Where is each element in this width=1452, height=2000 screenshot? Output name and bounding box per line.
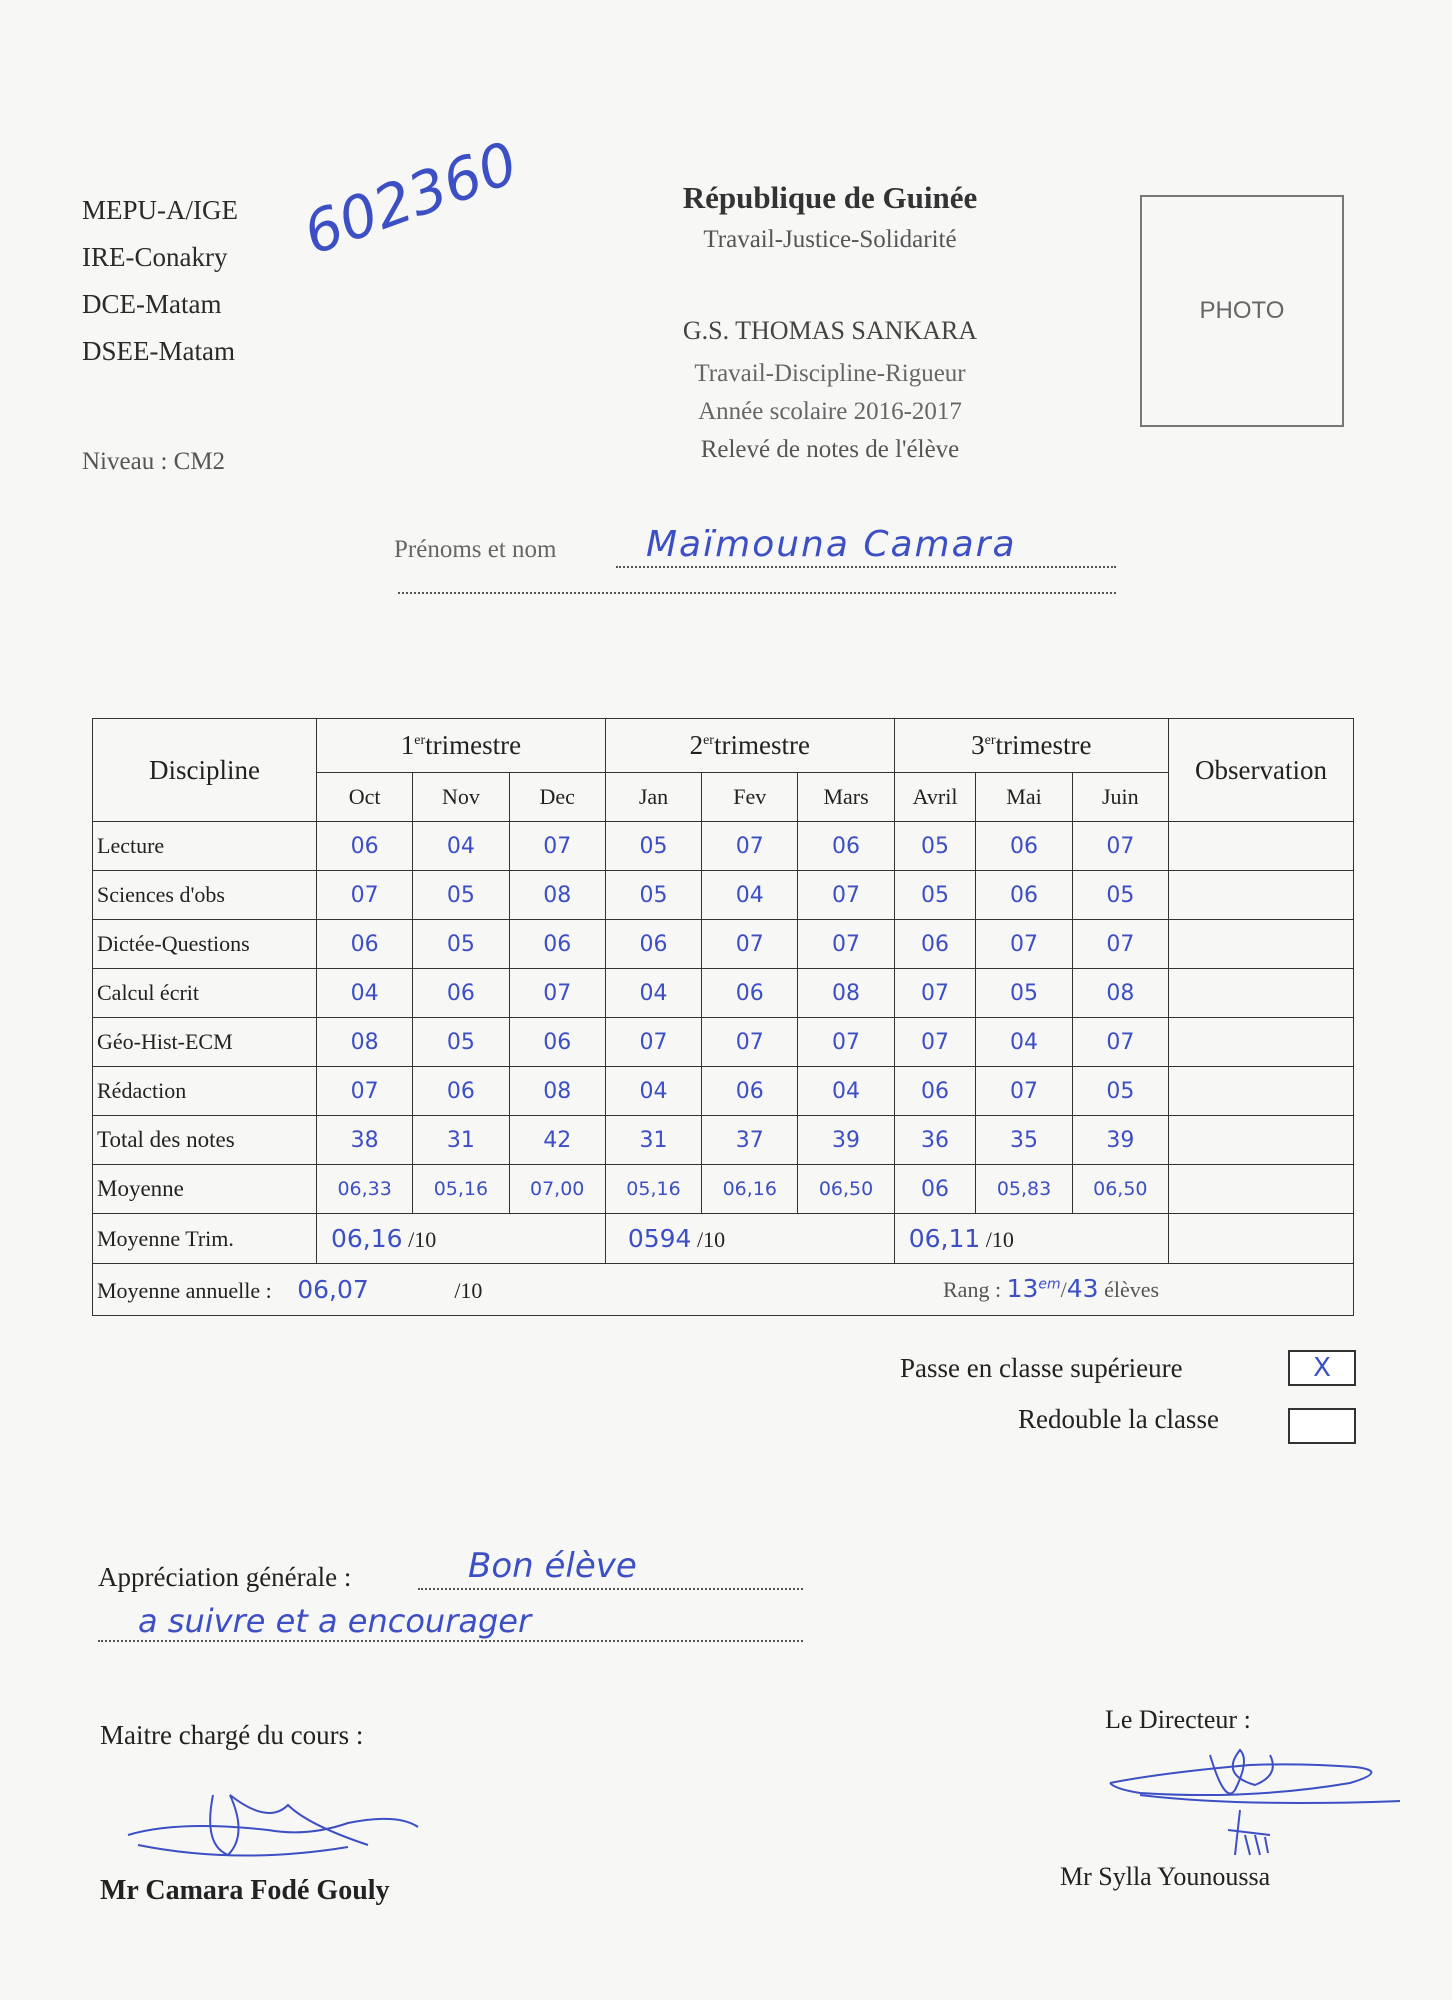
moyenne-trim-2 — [605, 1214, 894, 1264]
grades-table — [92, 718, 1354, 1316]
director-signature — [1100, 1745, 1400, 1865]
grade-cell: 07 — [976, 920, 1072, 969]
trim-label: trimestre — [713, 730, 810, 760]
grade-cell: 04 — [605, 1067, 701, 1116]
observation-cell — [1169, 1116, 1354, 1165]
grade-row — [93, 871, 1354, 920]
director-label: Le Directeur : — [1105, 1705, 1251, 1734]
month-header: Dec — [509, 773, 605, 822]
grade-cell: 08 — [1072, 969, 1168, 1018]
grade-cell: 38 — [317, 1116, 413, 1165]
subject-label: Dictée-Questions — [93, 920, 317, 969]
grade-cell: 07 — [798, 871, 894, 920]
grade-cell: 31 — [605, 1116, 701, 1165]
out-of: /10 — [408, 1227, 437, 1252]
name-label: Prénoms et nom — [394, 536, 557, 563]
grade-cell: 07 — [894, 1018, 976, 1067]
grade-cell: 07 — [702, 822, 798, 871]
appreciation-line-2 — [98, 1598, 803, 1642]
grade-cell: 07 — [798, 1018, 894, 1067]
grade-cell: 04 — [413, 822, 509, 871]
grade-cell: 06 — [894, 920, 976, 969]
grade-cell: 39 — [798, 1116, 894, 1165]
grade-cell: 06 — [702, 1067, 798, 1116]
trim-num: 3 — [971, 730, 985, 760]
month-header: Fev — [702, 773, 798, 822]
trimester-2-header — [605, 719, 894, 773]
teacher-signature — [118, 1775, 428, 1865]
grade-cell: 07,00 — [509, 1165, 605, 1214]
grade-cell: 37 — [702, 1116, 798, 1165]
grade-cell: 07 — [798, 920, 894, 969]
moyenne-trim-1 — [317, 1214, 606, 1264]
month-header: Nov — [413, 773, 509, 822]
month-header: Jan — [605, 773, 701, 822]
moyenne-trim-value: 06,16 — [331, 1224, 403, 1253]
grade-row — [93, 1116, 1354, 1165]
grade-cell: 07 — [702, 920, 798, 969]
name-line — [616, 524, 1116, 568]
passe-label: Passe en classe supérieure — [900, 1353, 1183, 1383]
discipline-header: Discipline — [93, 719, 317, 822]
grade-cell: 04 — [317, 969, 413, 1018]
grade-cell: 05 — [894, 871, 976, 920]
grade-cell: 05 — [413, 920, 509, 969]
grade-cell: 07 — [605, 1018, 701, 1067]
grade-cell: 05 — [894, 822, 976, 871]
moyenne-annuelle-value: 06,07 — [297, 1275, 369, 1304]
grade-cell: 06 — [413, 969, 509, 1018]
observation-header: Observation — [1169, 719, 1354, 822]
center-header — [560, 180, 1100, 464]
grade-row — [93, 1165, 1354, 1214]
grade-cell: 07 — [317, 871, 413, 920]
subject-label: Géo-Hist-ECM — [93, 1018, 317, 1067]
grade-cell: 06 — [317, 920, 413, 969]
school-name: G.S. THOMAS SANKARA — [682, 316, 978, 345]
grade-cell: 05 — [605, 871, 701, 920]
grade-cell: 04 — [976, 1018, 1072, 1067]
observation-cell — [1169, 1067, 1354, 1116]
grade-cell: 07 — [509, 822, 605, 871]
grade-cell: 05,16 — [605, 1165, 701, 1214]
grade-cell: 05 — [1072, 1067, 1168, 1116]
subject-label: Rédaction — [93, 1067, 317, 1116]
subject-label: Total des notes — [93, 1116, 317, 1165]
grade-cell: 06 — [605, 920, 701, 969]
grade-cell: 07 — [894, 969, 976, 1018]
grade-cell: 05 — [413, 871, 509, 920]
grade-cell: 06,50 — [798, 1165, 894, 1214]
subject-label: Sciences d'obs — [93, 871, 317, 920]
moyenne-trim-3 — [894, 1214, 1168, 1264]
grade-cell: 07 — [509, 969, 605, 1018]
observation-cell — [1169, 969, 1354, 1018]
grade-cell: 35 — [976, 1116, 1072, 1165]
moyenne-trim-label: Moyenne Trim. — [93, 1214, 317, 1264]
grade-rows — [93, 822, 1354, 1214]
observation-cell — [1169, 822, 1354, 871]
handwritten-number: 602360 — [294, 128, 527, 268]
country-motto: Travail-Justice-Solidarité — [703, 226, 957, 253]
month-header: Juin — [1072, 773, 1168, 822]
photo-label: PHOTO — [1199, 297, 1285, 324]
grade-cell: 08 — [509, 1067, 605, 1116]
appreciation-text-1: Bon élève — [468, 1546, 637, 1586]
month-header: Mars — [798, 773, 894, 822]
grade-cell: 06 — [976, 822, 1072, 871]
grade-cell: 36 — [894, 1116, 976, 1165]
grade-cell: 07 — [1072, 1018, 1168, 1067]
appreciation-line-1 — [418, 1546, 803, 1590]
grade-cell: 06,50 — [1072, 1165, 1168, 1214]
redouble-label: Redouble la classe — [1018, 1404, 1219, 1434]
grade-cell: 06 — [317, 822, 413, 871]
student-name: Maïmouna Camara — [646, 524, 1017, 565]
grade-cell: 06 — [798, 822, 894, 871]
header-line: DCE-Matam — [82, 289, 222, 319]
appreciation-text-2: a suivre et a encourager — [138, 1602, 532, 1640]
teacher-name: Mr Camara Fodé Gouly — [100, 1875, 390, 1906]
redouble-checkbox[interactable] — [1288, 1408, 1356, 1444]
school-year: Année scolaire 2016-2017 — [698, 398, 962, 425]
grade-row — [93, 1067, 1354, 1116]
ministry-header — [82, 195, 238, 383]
teacher-label: Maitre chargé du cours : — [100, 1720, 364, 1750]
grade-row — [93, 920, 1354, 969]
grade-row — [93, 969, 1354, 1018]
grade-cell: 05 — [605, 822, 701, 871]
grade-cell: 05 — [1072, 871, 1168, 920]
grade-cell: 31 — [413, 1116, 509, 1165]
observation-cell — [1169, 1018, 1354, 1067]
grade-cell: 05,83 — [976, 1165, 1072, 1214]
appreciation-label: Appréciation générale : — [98, 1562, 352, 1592]
grade-cell: 06 — [509, 920, 605, 969]
header-line: IRE-Conakry — [82, 242, 228, 272]
moyenne-trim-value: 0594 — [627, 1224, 692, 1253]
grade-cell: 06 — [894, 1165, 976, 1214]
grade-cell: 42 — [509, 1116, 605, 1165]
trimester-1-header — [317, 719, 606, 773]
trim-sup: er — [703, 733, 714, 748]
document-title: Relevé de notes de l'élève — [700, 436, 960, 463]
subject-label: Moyenne — [93, 1165, 317, 1214]
niveau: Niveau : CM2 — [82, 448, 226, 475]
trimester-3-header — [894, 719, 1168, 773]
grade-cell: 07 — [1072, 920, 1168, 969]
passe-checkbox[interactable]: X — [1288, 1350, 1356, 1386]
grade-cell: 07 — [702, 1018, 798, 1067]
grade-cell: 06 — [702, 969, 798, 1018]
grade-cell: 07 — [317, 1067, 413, 1116]
grade-cell: 06 — [413, 1067, 509, 1116]
grade-cell: 06 — [976, 871, 1072, 920]
photo-placeholder — [1140, 195, 1344, 427]
school-motto: Travail-Discipline-Rigueur — [694, 360, 966, 387]
country-title: République de Guinée — [682, 180, 978, 215]
rang: Rang : $13^{em}/43$ élèves — [943, 1274, 1160, 1303]
grade-cell: 07 — [1072, 822, 1168, 871]
grade-cell: 04 — [605, 969, 701, 1018]
grade-row — [93, 1018, 1354, 1067]
grade-cell: 06,16 — [702, 1165, 798, 1214]
rang-value: 13 — [1006, 1274, 1039, 1303]
grade-cell: 08 — [798, 969, 894, 1018]
grade-row — [93, 822, 1354, 871]
grade-cell: 05 — [413, 1018, 509, 1067]
moyenne-annuelle-cell — [93, 1264, 1354, 1316]
grade-cell: 06,33 — [317, 1165, 413, 1214]
month-header: Mai — [976, 773, 1072, 822]
trim-sup: er — [414, 733, 426, 748]
out-of: /10 — [696, 1227, 726, 1252]
trim-label: trimestre — [995, 730, 1092, 760]
grade-cell: 05,16 — [413, 1165, 509, 1214]
rang-sup: em — [1038, 1276, 1061, 1293]
trim-label: trimestre — [425, 730, 522, 760]
trim-num: 1 — [400, 730, 415, 760]
grade-cell: 06 — [894, 1067, 976, 1116]
subject-label: Calcul écrit — [93, 969, 317, 1018]
director-name: Mr Sylla Younoussa — [1060, 1862, 1271, 1891]
grade-cell: 08 — [509, 871, 605, 920]
month-header: Oct — [317, 773, 413, 822]
moyenne-trim-observation — [1169, 1214, 1354, 1264]
moyenne-annuelle-row — [93, 1264, 1354, 1316]
header-line: DSEE-Matam — [82, 336, 235, 366]
rang-label: Rang : — [943, 1277, 1002, 1302]
moyenne-trim-value: 06,11 — [908, 1224, 981, 1253]
trim-num: 2 — [689, 730, 704, 760]
out-of: /10 — [985, 1227, 1014, 1252]
grade-cell: 08 — [317, 1018, 413, 1067]
grade-cell: 05 — [976, 969, 1072, 1018]
moyenne-annuelle-label: Moyenne annuelle : — [97, 1278, 272, 1303]
second-name-line — [398, 592, 1116, 594]
observation-cell — [1169, 871, 1354, 920]
subject-label: Lecture — [93, 822, 317, 871]
observation-cell — [1169, 1165, 1354, 1214]
observation-cell — [1169, 920, 1354, 969]
moyenne-annuelle-out-of: /10 — [454, 1278, 483, 1303]
moyenne-trim-row — [93, 1214, 1354, 1264]
trim-sup: er — [984, 733, 996, 748]
rang-total: 43 — [1066, 1274, 1099, 1303]
grade-cell: 39 — [1072, 1116, 1168, 1165]
grade-cell: 04 — [702, 871, 798, 920]
grade-cell: 04 — [798, 1067, 894, 1116]
eleves-label: élèves — [1104, 1277, 1160, 1302]
grade-cell: 06 — [509, 1018, 605, 1067]
grade-cell: 07 — [976, 1067, 1072, 1116]
header-line: MEPU-A/IGE — [82, 195, 238, 225]
month-header: Avril — [894, 773, 976, 822]
